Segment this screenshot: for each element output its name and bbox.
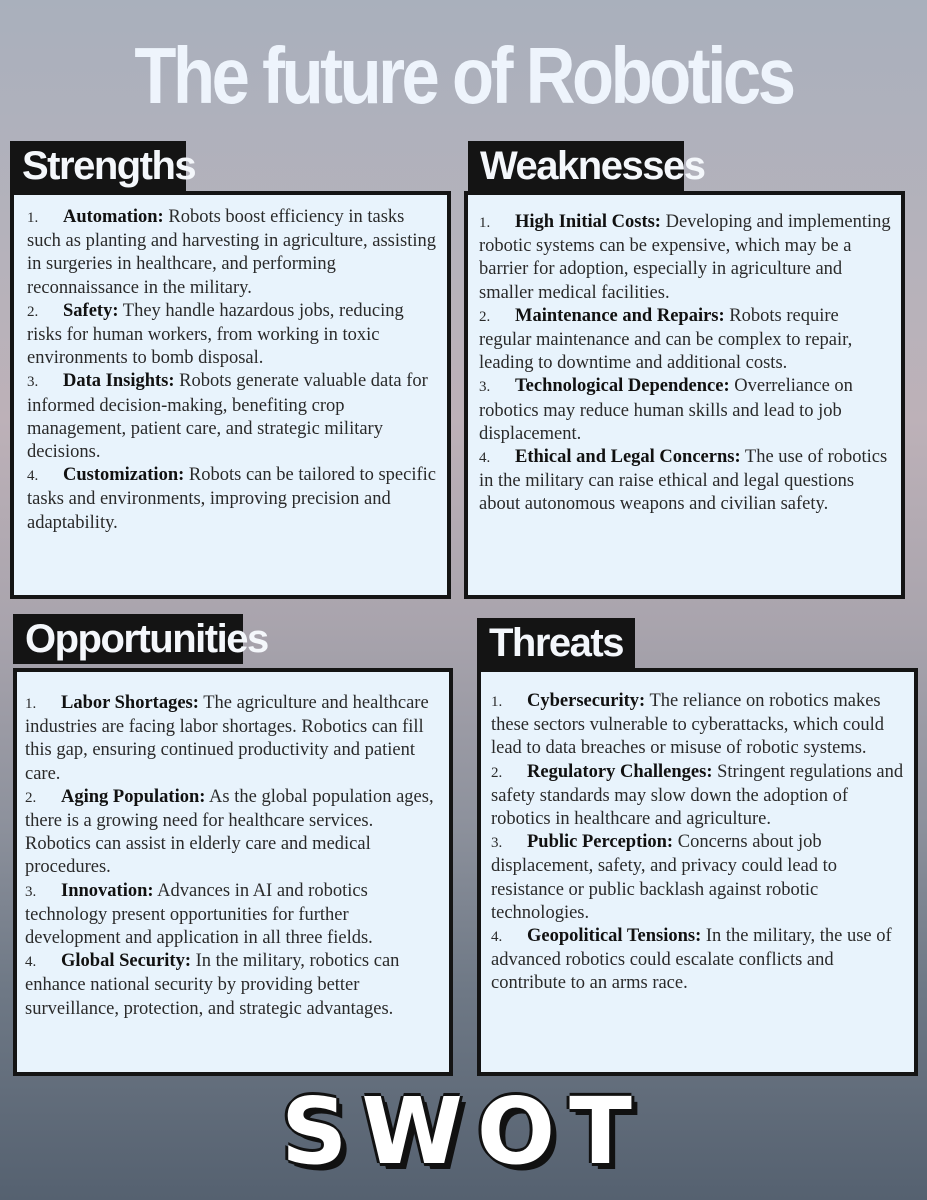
list-item: 1. Labor Shortages: The agriculture and healthcare industries are facing labor shortages. Robotics can fill this gap, ensuring continued productivity and patient care.: [25, 693, 429, 784]
strengths-label: Strengths: [10, 141, 186, 191]
list-item: 2. Maintenance and Repairs: Robots require regular maintenance and can be complex to repair, leading to downtime and additional costs.: [479, 305, 853, 374]
page-title: The future of Robotics: [134, 31, 793, 120]
list-item: 1. Automation: Robots boost efficiency in tasks such as planting and harvesting in agriculture, assisting in surgeries in healthcare, and performing reconnaissance in the military.: [27, 207, 436, 298]
list-item: 4. Ethical and Legal Concerns: The use of robotics in the military can raise ethical and legal questions about autonomous weapons and civilian safety.: [479, 447, 888, 515]
list-item: 1. Cybersecurity: The reliance on robotics makes these sectors vulnerable to cyberattacks, which could lead to data breaches or misuse of robotic systems.: [491, 691, 884, 759]
list-item: 3. Data Insights: Robots generate valuable data for informed decision-making, benefiting crop management, patient care, and strategic military decisions.: [27, 371, 428, 463]
swot-footer-title: SWOT: [281, 1078, 646, 1185]
opportunities-label: Opportunities: [13, 614, 243, 664]
list-item: 3. Public Perception: Concerns about job displacement, safety, and privacy could lead to resistance or public backlash against robotic technologies.: [491, 832, 838, 923]
opportunities-panel: [13, 668, 453, 1076]
strengths-list: [27, 206, 439, 535]
threats-list: [491, 690, 906, 996]
list-item: 3. Technological Dependence: Overreliance on robotics may reduce human skills and lead to job displacement.: [479, 376, 853, 444]
threats-panel: [477, 668, 918, 1076]
weaknesses-panel: [464, 191, 905, 599]
weaknesses-list: [479, 211, 893, 517]
list-item: 2. Safety: They handle hazardous jobs, reducing risks for human workers, from working in toxic environments to bomb disposal.: [27, 300, 404, 369]
opportunities-list: [25, 692, 441, 1021]
list-item: 4. Geopolitical Tensions: In the military, the use of advanced robotics could escalate conflicts and contribute to an arms race.: [491, 926, 892, 994]
list-item: 2. Regulatory Challenges: Stringent regulations and safety standards may slow down the adoption of robotics in healthcare and agriculture.: [491, 761, 904, 830]
list-item: 2. Aging Population: As the global population ages, there is a growing need for healthcare services. Robotics can assist in elderly care and medical procedures.: [25, 786, 434, 878]
threats-label: Threats: [477, 618, 635, 668]
list-item: 4. Customization: Robots can be tailored to specific tasks and environments, improving precision and adaptability.: [27, 465, 437, 533]
list-item: 4. Global Security: In the military, robotics can enhance national security by providing better surveillance, protection, and strategic advantages.: [25, 951, 400, 1019]
list-item: 3. Innovation: Advances in AI and robotics technology present opportunities for further development and application in all three fields.: [25, 880, 373, 949]
list-item: 1. High Initial Costs: Developing and implementing robotic systems can be expensive, which may be a barrier for adoption, especially in agriculture and smaller medical facilities.: [479, 212, 891, 303]
strengths-panel: [10, 191, 451, 599]
weaknesses-label: Weaknesses: [468, 141, 684, 191]
